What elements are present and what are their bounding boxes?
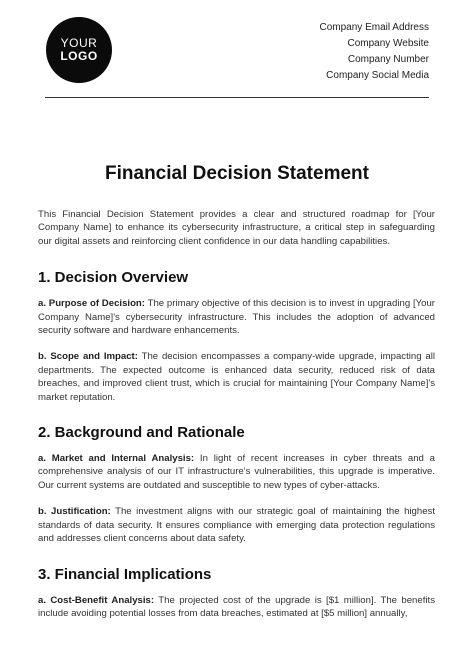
company-email: Company Email Address	[319, 22, 429, 33]
paragraph-label: a. Cost-Benefit Analysis:	[38, 594, 155, 606]
paragraph-text: The projected cost of the upgrade is [$1 million]. The benefits include avoiding potential losses from data breaches, estimated at [$5 million] annually,	[38, 594, 435, 619]
paragraph-scope	[38, 350, 435, 404]
paragraph-justification	[38, 505, 435, 545]
logo-text-line1: YOUR	[60, 36, 98, 50]
contact-info	[320, 20, 430, 84]
paragraph-label: a. Market and Internal Analysis:	[38, 453, 195, 465]
paragraph-label: a. Purpose of Decision:	[38, 298, 145, 310]
company-logo	[46, 17, 112, 83]
section-background-rationale	[38, 424, 435, 545]
paragraph-purpose	[38, 297, 435, 337]
paragraph-text: In light of recent increases in cyber threats and a comprehensive analysis of our IT infrastructure's vulnerabilities, this upgrade is imperative. Our current systems are outdated and susceptible to new types of cyber-attacks.	[38, 453, 435, 491]
company-social: Company Social Media	[326, 70, 429, 81]
logo-text-line2: LOGO	[60, 49, 98, 63]
document-title: Financial Decision Statement	[105, 163, 369, 184]
paragraph-text: The primary objective of this decision is to invest in upgrading [Your Company Name]'s cybersecurity infrastructure. This includes the adoption of advanced security software and hardware enhancements.	[38, 298, 435, 337]
paragraph-label: b. Justification:	[38, 506, 111, 518]
section-decision-overview	[38, 269, 435, 404]
paragraph-text: The investment aligns with our strategic goal of maintaining the highest standards of data security. It ensures compliance with emerging data protection regulations and addresses client concerns about data safety.	[38, 506, 435, 545]
paragraph-label: b. Scope and Impact:	[38, 351, 138, 363]
section-heading: 3. Financial Implications	[38, 565, 212, 583]
document-body	[38, 208, 435, 633]
company-website: Company Website	[347, 38, 429, 49]
header-divider	[45, 97, 429, 98]
intro-paragraph: This Financial Decision Statement provides a clear and structured roadmap for [Your Company Name] to enhance its cybersecurity infrastructure, a critical step in safeguarding our digital assets and reinforcing client confidence in our data handling capabilities.	[38, 209, 435, 247]
paragraph-market-analysis	[38, 452, 435, 492]
paragraph-text: The decision encompasses a company-wide upgrade, impacting all departments. The expected outcome is enhanced data security, reduced risk of data breaches, and improved client trust, which is crucial for maintaining [Your Company Name]'s market reputation.	[38, 351, 435, 403]
section-heading: 2. Background and Rationale	[38, 424, 245, 442]
company-number: Company Number	[347, 54, 429, 65]
paragraph-cost-benefit	[38, 594, 435, 621]
section-financial-implications	[38, 566, 435, 621]
section-heading: 1. Decision Overview	[38, 269, 189, 287]
